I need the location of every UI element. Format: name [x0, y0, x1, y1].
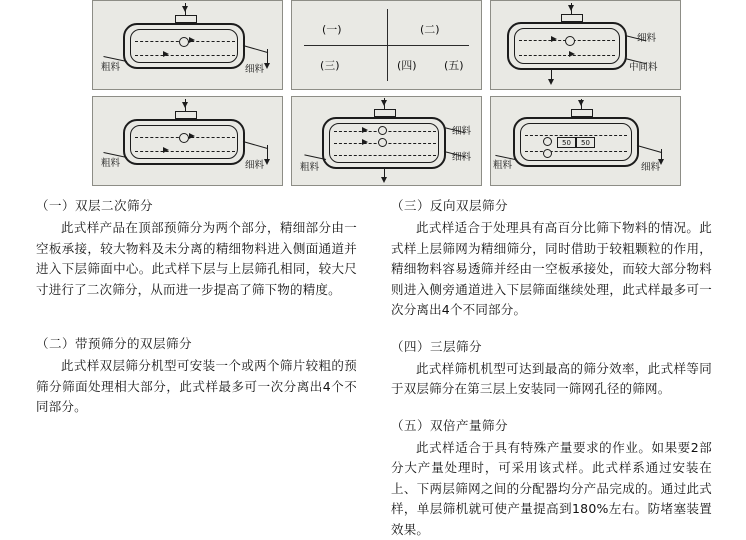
section-body-2: 此式样双层筛分机型可安装一个或两个筛片较粗的预筛分筛面处理相大部分，此式样最多可一次分离出4个不同部分。	[36, 356, 357, 418]
rotor-circle-icon	[378, 138, 387, 147]
figure-label-coarse: 粗料	[493, 161, 512, 171]
feed-box-icon	[571, 109, 593, 117]
rotor-circle-icon	[179, 133, 189, 143]
lower-deck-line	[135, 55, 235, 56]
right-column	[391, 196, 712, 540]
column-spacer	[36, 316, 357, 334]
figure-reverse-double-deck	[490, 0, 681, 90]
section-title-4: （四）三层筛分	[391, 337, 712, 357]
deck-line-3	[334, 155, 436, 156]
figure-row-1	[92, 0, 682, 90]
figure-label-middle: 中间料	[629, 63, 658, 73]
bottom-arrow-icon	[548, 79, 554, 85]
figure-band	[92, 0, 682, 186]
figure-label-fine-upper: 细料	[637, 34, 656, 44]
rotor-circle-icon	[179, 37, 189, 47]
lower-deck-line	[519, 55, 615, 56]
splitter-badge-left: 50	[557, 137, 576, 148]
feed-box-icon	[561, 14, 583, 22]
matrix-cell-1: (一)	[322, 21, 342, 37]
flow-arrow-icon	[163, 147, 169, 153]
figure-label-fine-upper: 细料	[452, 127, 471, 137]
figure-label-coarse: 粗料	[101, 159, 120, 169]
section-title-2: （二）带预筛分的双层筛分	[36, 334, 357, 354]
lower-deck-line	[525, 151, 627, 152]
feed-arrow-icon	[568, 5, 574, 11]
figure-double-deck-rescreen	[92, 0, 283, 90]
section-body-3: 此式样适合于处理具有高百分比筛下物料的情况。此式样上层筛网为精细筛分，同时借助于较粗颗粒的作用，精细物料容易透筛并经由一空板承接处，而较大部分物料则进入侧旁通道进入下层筛面继续处理，此式样最多可一次分离出4个不同部分。	[391, 218, 712, 321]
flow-arrow-icon	[189, 37, 195, 43]
rotor-circle-icon	[565, 36, 575, 46]
matrix-cell-4: (四)	[397, 57, 417, 73]
screen-inner-outline	[514, 28, 620, 64]
bottom-arrow-icon	[381, 177, 387, 183]
flow-arrow-icon	[362, 127, 368, 133]
figure-prescreen-double-deck	[92, 96, 283, 186]
fine-chute	[637, 145, 662, 153]
figure-label-coarse: 粗料	[101, 63, 120, 73]
upper-deck-line	[525, 135, 627, 136]
flow-arrow-icon	[569, 51, 575, 57]
feed-box-icon	[374, 109, 396, 117]
rotor-circle-icon	[543, 137, 552, 146]
rotor-circle-icon	[543, 149, 552, 158]
flow-arrow-icon	[163, 51, 169, 57]
matrix-cell-3: (三)	[320, 57, 340, 73]
section-body-1: 此式样产品在顶部预筛分为两个部分，精细部分由一空板承接，较大物料及未分离的精细物料进入侧面通道并进入下层筛面中心。此式样下层与上层筛孔相同，较大尺寸进行了二次筛分，从而进一步提高了筛下物的精度。	[36, 218, 357, 300]
fine-chute	[243, 45, 268, 53]
feed-arrow-icon	[578, 100, 584, 106]
feed-arrow-icon	[381, 100, 387, 106]
section-body-4: 此式样筛机机型可达到最高的筛分效率，此式样等同于双层筛分在第三层上安装同一筛网孔径的筛网。	[391, 359, 712, 400]
fine-arrow-icon	[264, 159, 270, 165]
fine-arrow-icon	[264, 63, 270, 69]
matrix-cell-5: (五)	[444, 57, 464, 73]
fine-chute	[243, 141, 268, 149]
section-title-1: （一）双层二次筛分	[36, 196, 357, 216]
figure-label-fine: 细料	[245, 65, 264, 75]
figure-triple-deck	[291, 96, 482, 186]
left-column	[36, 196, 357, 540]
flow-arrow-icon	[189, 133, 195, 139]
figure-row-2	[92, 96, 682, 186]
feed-box-icon	[175, 111, 197, 119]
splitter-badge-right: 50	[576, 137, 595, 148]
article-body	[36, 196, 712, 540]
flow-arrow-icon	[551, 36, 557, 42]
section-title-5: （五）双倍产量筛分	[391, 416, 712, 436]
flow-arrow-icon	[362, 139, 368, 145]
section-title-3: （三）反向双层筛分	[391, 196, 712, 216]
feed-arrow-icon	[182, 102, 188, 108]
feed-arrow-icon	[182, 6, 188, 12]
figure-double-capacity	[490, 96, 681, 186]
figure-label-coarse: 粗料	[300, 163, 319, 173]
matrix-vertical-rule	[387, 9, 388, 81]
section-body-5: 此式样适合于具有特殊产量要求的作业。如果要2部分大产量处理时，可采用该式样。此式样系通过安装在上、下两层筛网之间的分配器均分产品完成的。通过此式样，单层筛机就可使产量提高到180%左右。防堵塞装置效果。	[391, 438, 712, 540]
matrix-cell-2: (二)	[420, 21, 440, 37]
rotor-circle-icon	[378, 126, 387, 135]
lower-deck-line	[135, 151, 235, 152]
figure-label-fine: 细料	[245, 161, 264, 171]
figure-label-fine: 细料	[641, 163, 660, 173]
figure-label-fine-lower: 细料	[452, 153, 471, 163]
feed-box-icon	[175, 15, 197, 23]
figure-index-matrix	[291, 0, 482, 90]
